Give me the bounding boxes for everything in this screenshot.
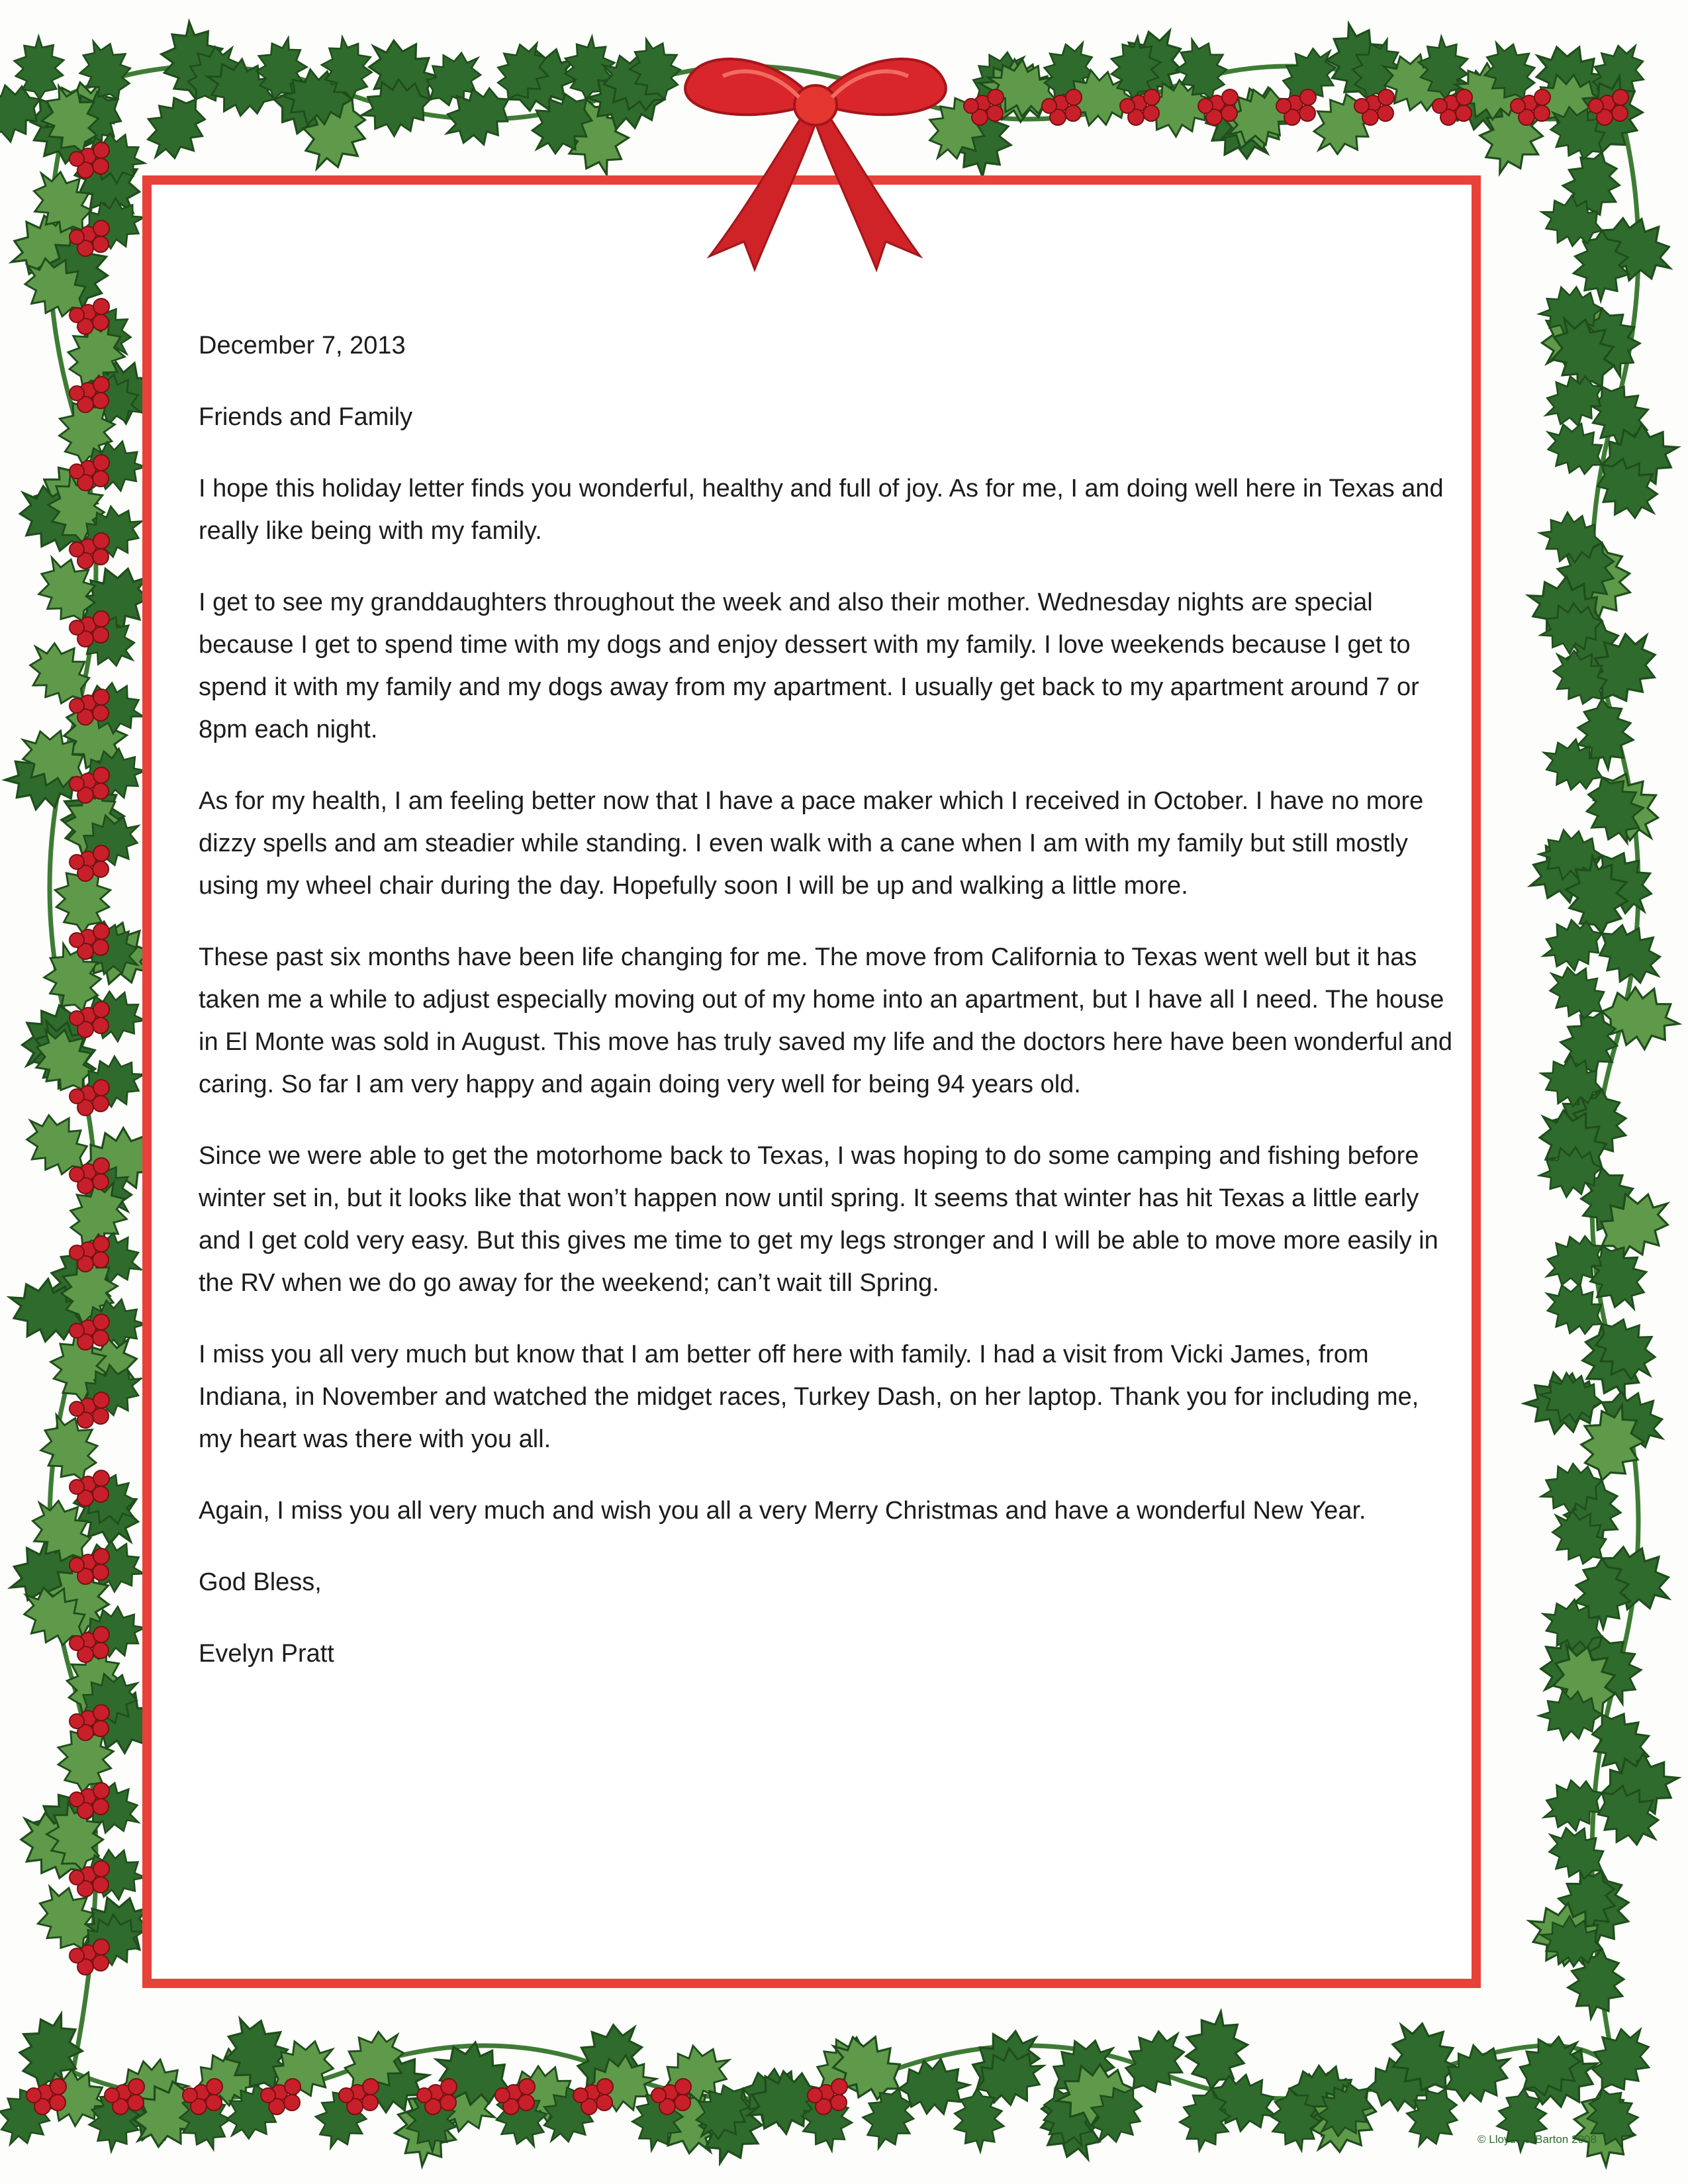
letter-date: December 7, 2013 xyxy=(199,332,406,359)
holly-leaf-icon xyxy=(1579,2015,1664,2104)
letter-signature: Evelyn Pratt xyxy=(199,1640,334,1668)
letter-paragraph: Since we were able to get the motorhome back to Texas, I was hoping to do some camping and fishing before winter set in, but it looks like that won’t happen now until spring. It seems that winter has hit Texas a little early and I get cold very easy. But this gives me time to get my legs stronger and I will be able to move more easily in the RV when we do go away for the weekend; can’t wait till Spring. xyxy=(199,1142,1438,1297)
letter-paragraph: I get to see my granddaughters throughout the week and also their mother. Wednesday nights are special because I get to spend time with my dogs and enjoy dessert with my family. I love weekends because I get to spend it with my family and my dogs away from my apartment. I usually get back to my apartment around 7 or 8pm each night. xyxy=(199,589,1419,743)
letter-paragraph: Again, I miss you all very much and wish you all a very Merry Christmas and have a wonderful New Year. xyxy=(199,1497,1366,1525)
holly-leaf-icon xyxy=(1534,1770,1612,1840)
copyright-notice: © Lloyds & Barton 2008 xyxy=(1477,2133,1597,2146)
letter-body xyxy=(199,324,1456,1704)
letter-salutation: Friends and Family xyxy=(199,403,413,431)
letter-paragraph: As for my health, I am feeling better now that I have a pace maker which I received in October. I have no more dizzy spells and am steadier while standing. I even walk with a cane when I am with my family but still mostly using my wheel chair during the day. Hopefully soon I will be up and walking a little more. xyxy=(199,787,1424,900)
letter-paragraph: I miss you all very much but know that I am better off here with family. I had a visit from Vicki James, from Indiana, in November and watched the midget races, Turkey Dash, on her laptop. Thank you for including me, my heart was there with you all. xyxy=(199,1341,1419,1453)
letter-closing: God Bless, xyxy=(199,1568,322,1596)
letter-paragraph: These past six months have been life changing for me. The move from California to Texas went well but it has taken me a while to adjust especially moving out of my home into an apartment, but I have all I need. The house in El Monte was sold in August. This move has truly saved my life and the doctors here have been wonderful and caring. So far I am very happy and again doing very well for being 94 years old. xyxy=(199,943,1453,1098)
letter-paragraph: I hope this holiday letter finds you wonderful, healthy and full of joy. As for me, I am doing well here in Texas and really like being with my family. xyxy=(199,475,1444,545)
